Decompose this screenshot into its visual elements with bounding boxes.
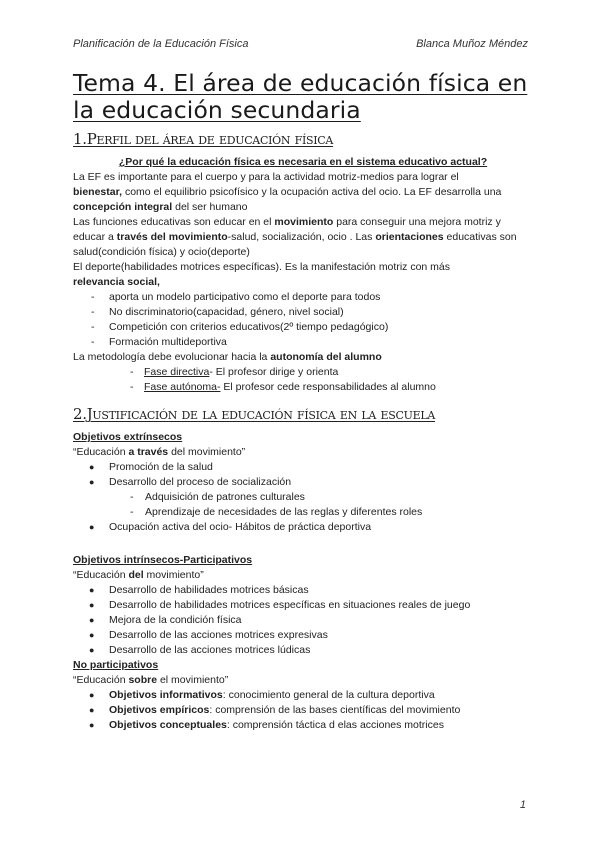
list-item: - Formación multideportiva <box>91 336 227 348</box>
socializacion-sublist <box>73 490 533 520</box>
list-item: - aporta un modelo participativo como el deporte para todos <box>91 291 381 303</box>
no-participativos-list <box>73 688 533 733</box>
list-item: ● Ocupación activa del ocio- Hábitos de práctica deportiva <box>89 521 372 533</box>
paragraph-ef-importance: La EF es importante para el cuerpo y para la actividad motriz-medios para lograr el bienestar, como el equilibrio psicofísico y la ocupación activa del ocio. La EF desarrolla una concepción integral del ser humano <box>73 171 502 213</box>
extrinsecos-quote: “Educación a través del movimiento” <box>73 446 246 458</box>
paragraph-metodologia: La metodología debe evolucionar hacia la autonomía del alumno <box>73 351 382 363</box>
list-item: - Fase directiva- El profesor dirige y orienta <box>130 366 339 378</box>
list-item: ● Mejora de la condición física <box>89 614 242 626</box>
page-title: Tema 4. El área de educación física en la educación secundaria <box>73 69 528 124</box>
list-item: ● Objetivos conceptuales: comprensión táctica d elas acciones motrices <box>89 719 444 731</box>
section-2-content <box>73 430 533 733</box>
list-item: ● Desarrollo de las acciones motrices expresivas <box>89 629 328 641</box>
list-item: - No discriminatorio(capacidad, género, nivel social) <box>91 306 344 318</box>
section-2-heading: 2.Justificación de la educación física en la escuela <box>73 405 435 423</box>
extrinsecos-title: Objetivos extrínsecos <box>73 431 183 443</box>
section-1-heading: 1.Perfil del área de educación física <box>73 130 334 148</box>
no-participativos-title: No participativos <box>73 659 159 671</box>
deporte-list <box>73 290 533 350</box>
list-item: - Aprendizaje de necesidades de las reglas y diferentes roles <box>130 506 423 518</box>
intrinsecos-quote: “Educación del movimiento” <box>73 569 204 581</box>
header-author: Blanca Muñoz Méndez <box>416 38 528 50</box>
paragraph-funciones: Las funciones educativas son educar en el movimiento para conseguir una mejora motriz y educar a través del movimiento-salud, socialización, ocio . Las orientaciones educativas son salud(condición física) y ocio(deporte) <box>73 216 517 258</box>
list-item: ● Promoción de la salud <box>89 461 213 473</box>
list-item: - Adquisición de patrones culturales <box>130 491 305 503</box>
extrinsecos-list <box>73 460 533 535</box>
list-item: ● Desarrollo de las acciones motrices lúdicas <box>89 644 311 656</box>
list-item: ● Objetivos empíricos: comprensión de las bases científicas del movimiento <box>89 704 461 716</box>
intrinsecos-title: Objetivos intrínsecos-Participativos <box>73 554 253 566</box>
list-item: ● Objetivos informativos: conocimiento general de la cultura deportiva <box>89 689 435 701</box>
paragraph-deporte: El deporte(habilidades motrices específicas). Es la manifestación motriz con más relevancia social, <box>73 261 450 288</box>
page-number: 1 <box>519 799 526 811</box>
section-1-question: ¿Por qué la educación física es necesaria en el sistema educativo actual? <box>118 156 488 168</box>
list-item: ● Desarrollo de habilidades motrices específicas en situaciones reales de juego <box>89 599 471 611</box>
header-course-title: Planificación de la Educación Física <box>73 38 249 50</box>
section-1-content <box>73 155 533 395</box>
list-item: ● Desarrollo de habilidades motrices básicas <box>89 584 309 596</box>
no-participativos-quote: “Educación sobre el movimiento” <box>73 674 229 686</box>
page-header <box>73 38 528 52</box>
list-item: - Fase autónoma- El profesor cede responsabilidades al alumno <box>130 381 436 393</box>
list-item: ● Desarrollo del proceso de socialización - Adquisición de patrones culturales - Aprendizaje de necesidades de las reglas y diferentes roles <box>73 475 533 520</box>
fases-list <box>73 365 533 395</box>
intrinsecos-list <box>73 583 533 658</box>
list-item: - Competición con criterios educativos(2º tiempo pedagógico) <box>91 321 389 333</box>
